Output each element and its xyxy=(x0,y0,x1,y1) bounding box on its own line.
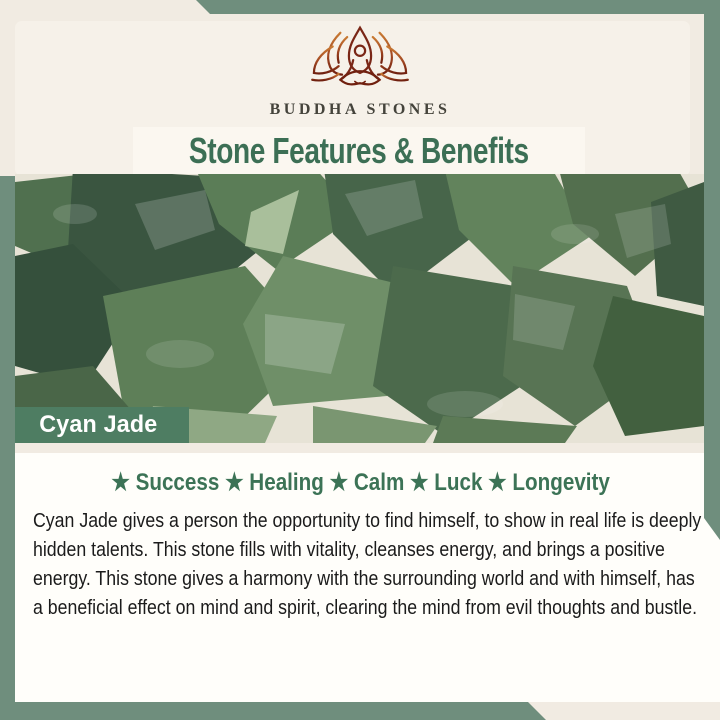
stone-name-label: Cyan Jade xyxy=(39,411,158,438)
benefits-panel xyxy=(15,453,720,702)
frame-left-strip xyxy=(0,176,15,720)
jade-stones-photo xyxy=(15,174,704,443)
banner-title: Stone Features & Benefits xyxy=(189,129,529,171)
banner xyxy=(133,127,585,174)
frame-right-strip xyxy=(704,0,720,540)
stone-description: Cyan Jade gives a person the opportunity to find himself, to show in real life is deeply hidden talents. This stone fills with vitality, cleanses energy, and brings a positive energy. This stone gives a harmony with the surrounding world and with himself, has a beneficial effect on mind and spirit, clearing the mind from evil thoughts and bustle. xyxy=(33,509,702,619)
benefits-star-list: ★ Success ★ Healing ★ Calm ★ Luck ★ Longevity xyxy=(111,469,610,496)
frame-bottom-bar xyxy=(0,702,546,720)
stone-name-badge xyxy=(15,407,189,443)
lotus-meditation-icon xyxy=(296,20,424,102)
brand-name: BUDDHA STONES xyxy=(269,101,451,118)
frame-top-band xyxy=(0,0,720,14)
